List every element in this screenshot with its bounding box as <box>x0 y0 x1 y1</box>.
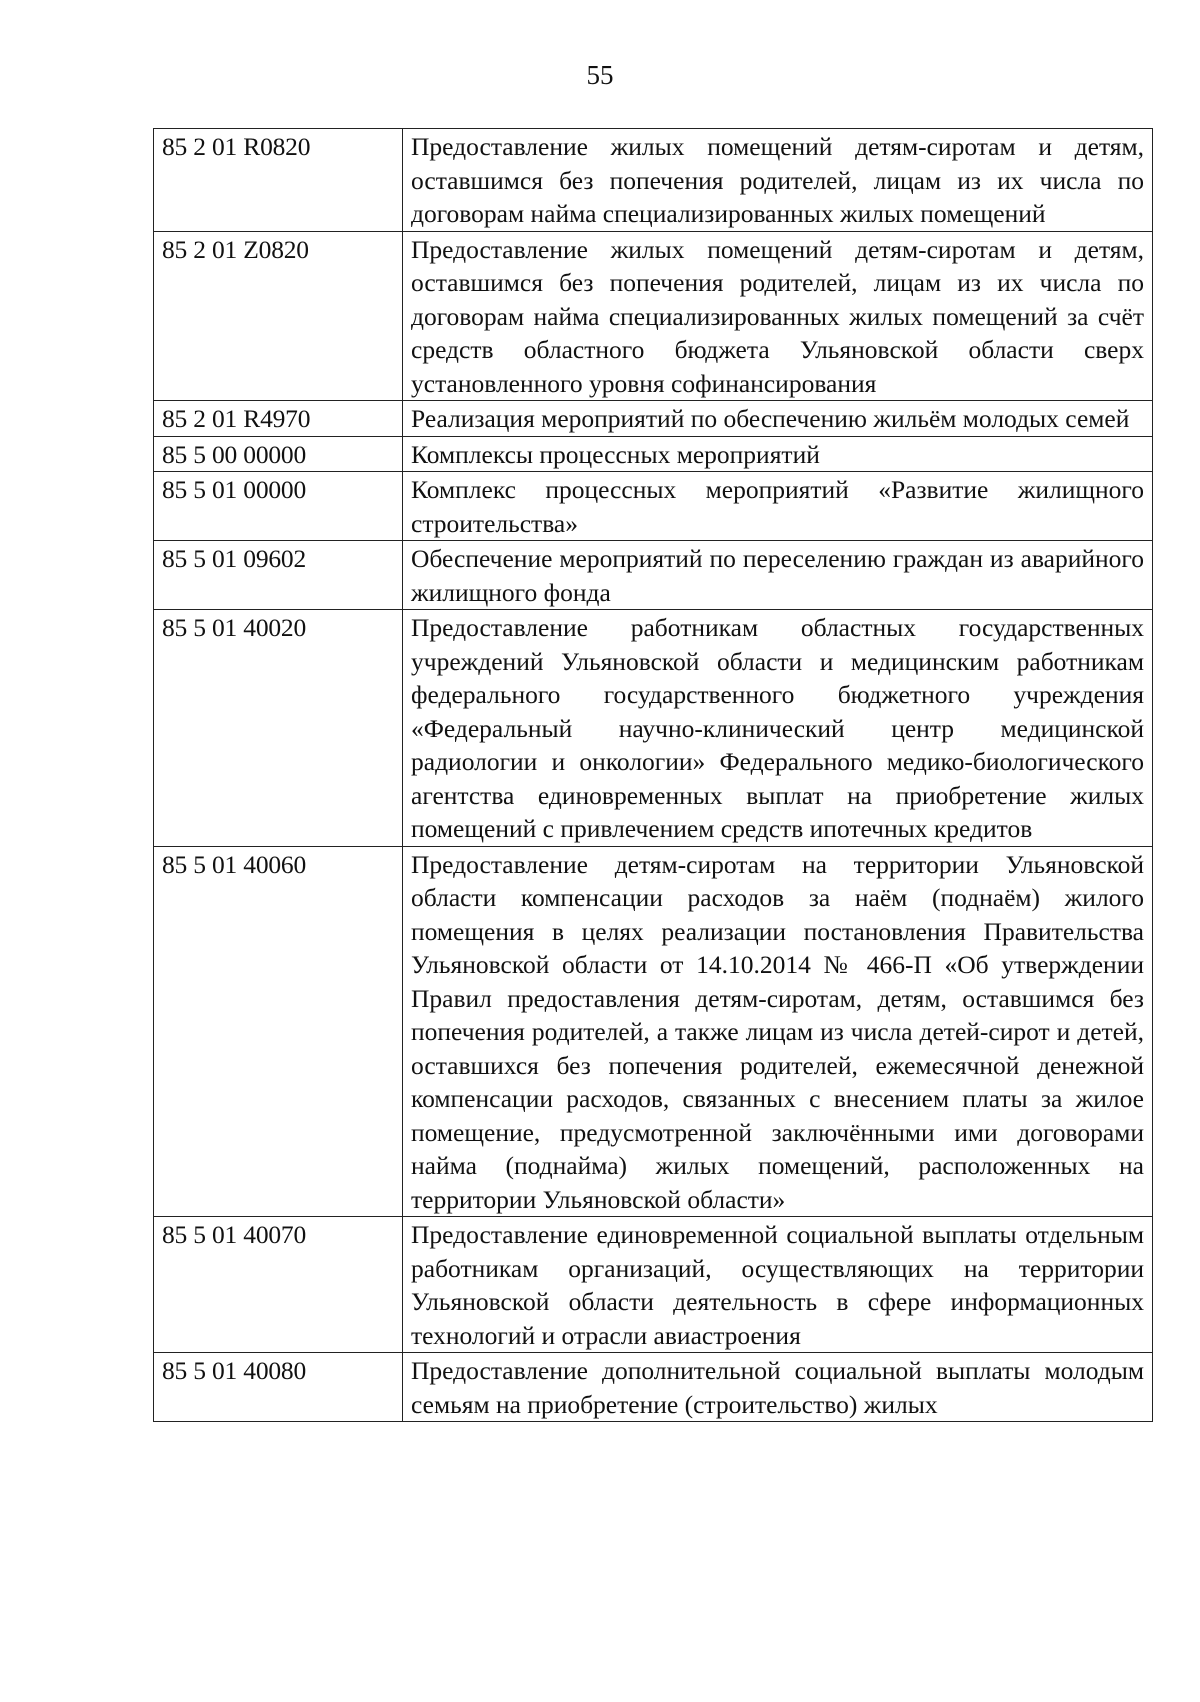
row-code: 85 5 00 00000 <box>154 436 403 472</box>
table-row <box>154 1353 1153 1422</box>
row-code: 85 2 01 Z0820 <box>154 231 403 401</box>
row-code: 85 5 01 09602 <box>154 541 403 610</box>
table-row <box>154 129 1153 232</box>
table-row <box>154 846 1153 1217</box>
row-description: Предоставление детям-сиротам на территории Ульяновской области компенсации расходов за наём (поднаём) жилого помещения в целях реализации постановления Правительства Ульяновской области от 14.10.2014 № 466-П «Об утверждении Правил предоставления детям-сиротам, детям, оставшимся без попечения родителей, а также лицам из числа детей-сирот и детей, оставшихся без попечения родителей, ежемесячной денежной компенсации расходов, связанных с внесением платы за жилое помещение, предусмотренной заключёнными ими договорами найма (поднайма) жилых помещений, расположенных на территории Ульяновской области» <box>403 846 1153 1217</box>
row-code: 85 5 01 00000 <box>154 472 403 541</box>
budget-codes-table <box>153 128 1153 1422</box>
row-description: Реализация мероприятий по обеспечению жильём молодых семей <box>403 401 1153 437</box>
table-row <box>154 1217 1153 1353</box>
row-description: Комплексы процессных мероприятий <box>403 436 1153 472</box>
table-row <box>154 472 1153 541</box>
row-code: 85 5 01 40020 <box>154 610 403 847</box>
table-row <box>154 610 1153 847</box>
table-row <box>154 436 1153 472</box>
row-code: 85 2 01 R0820 <box>154 129 403 232</box>
table-row <box>154 401 1153 437</box>
row-description: Предоставление работникам областных государственных учреждений Ульяновской области и медицинским работникам федерального государственного бюджетного учреждения «Федеральный научно-клинический центр медицинской радиологии и онкологии» Федерального медико-биологического агентства единовременных выплат на приобретение жилых помещений с привлечением средств ипотечных кредитов <box>403 610 1153 847</box>
row-code: 85 2 01 R4970 <box>154 401 403 437</box>
row-description: Предоставление дополнительной социальной выплаты молодым семьям на приобретение (строительство) жилых <box>403 1353 1153 1422</box>
row-code: 85 5 01 40070 <box>154 1217 403 1353</box>
row-description: Комплекс процессных мероприятий «Развитие жилищного строительства» <box>403 472 1153 541</box>
row-code: 85 5 01 40060 <box>154 846 403 1217</box>
page-number: 55 <box>586 60 614 90</box>
row-description: Предоставление жилых помещений детям-сиротам и детям, оставшимся без попечения родителей, лицам из их числа по договорам найма специализированных жилых помещений за счёт средств областного бюджета Ульяновской области сверх установленного уровня софинансирования <box>403 231 1153 401</box>
row-description: Обеспечение мероприятий по переселению граждан из аварийного жилищного фонда <box>403 541 1153 610</box>
table-row <box>154 541 1153 610</box>
row-description: Предоставление жилых помещений детям-сиротам и детям, оставшимся без попечения родителей, лицам из их числа по договорам найма специализированных жилых помещений <box>403 129 1153 232</box>
table-row <box>154 231 1153 401</box>
row-code: 85 5 01 40080 <box>154 1353 403 1422</box>
row-description: Предоставление единовременной социальной выплаты отдельным работникам организаций, осуществляющих на территории Ульяновской области деятельность в сфере информационных технологий и отрасли авиастроения <box>403 1217 1153 1353</box>
